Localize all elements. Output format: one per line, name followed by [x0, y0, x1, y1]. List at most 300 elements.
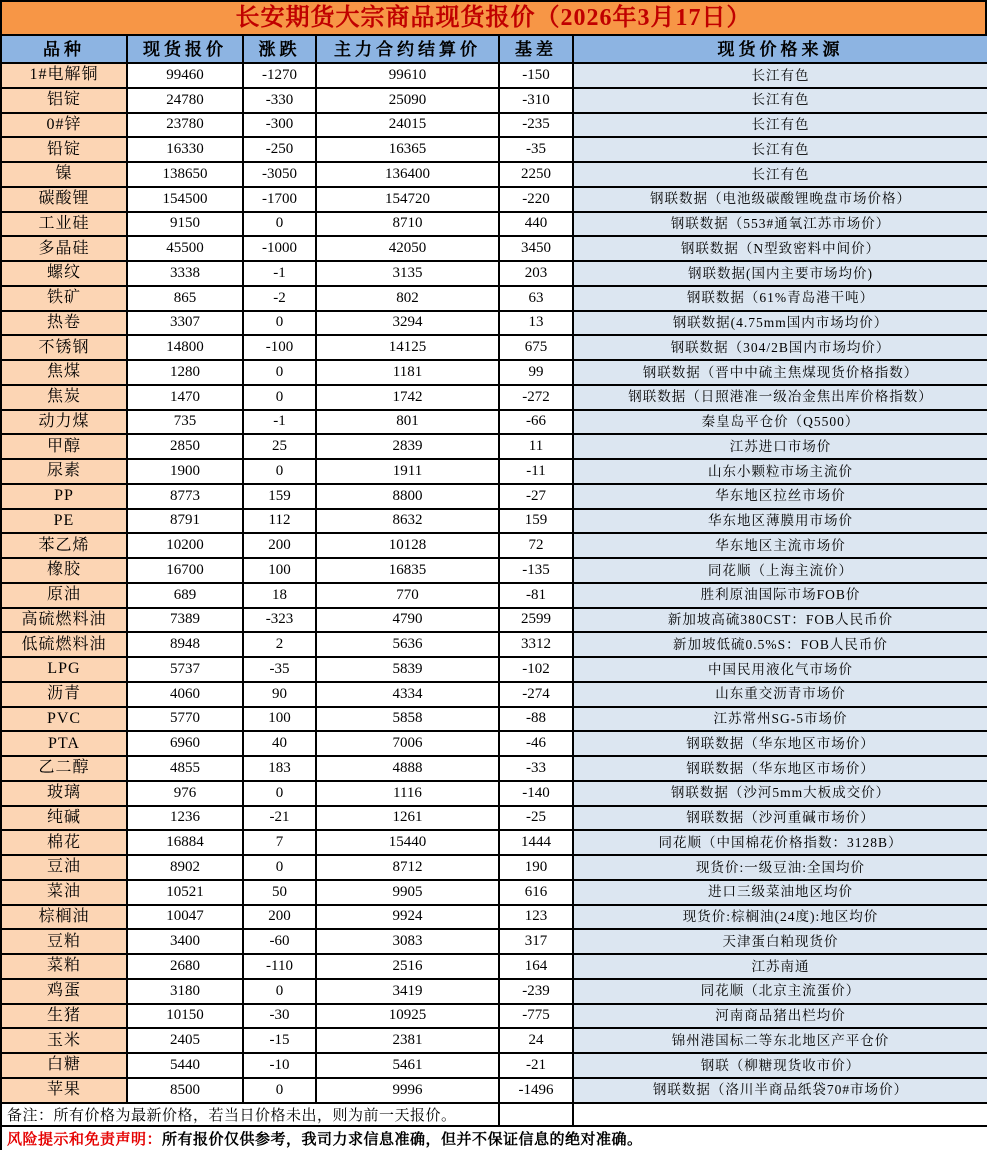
remark-row: [1, 1103, 987, 1126]
price-table-body: [1, 63, 987, 1103]
table-row: [1, 1078, 987, 1103]
cell-variety: 1#电解铜: [1, 63, 127, 88]
cell-change: 2: [243, 632, 316, 657]
column-header-change: 涨跌: [243, 35, 316, 63]
cell-spot-price-source: 长江有色: [573, 137, 987, 162]
cell-basis: -102: [499, 657, 573, 682]
cell-basis: 13: [499, 311, 573, 336]
cell-spot-price: 689: [127, 583, 243, 608]
cell-variety: 橡胶: [1, 558, 127, 583]
cell-variety: 尿素: [1, 459, 127, 484]
cell-main-contract-settlement: 9996: [316, 1078, 499, 1103]
cell-spot-price: 10200: [127, 533, 243, 558]
cell-main-contract-settlement: 5461: [316, 1053, 499, 1078]
table-row: [1, 410, 987, 435]
table-row: [1, 830, 987, 855]
cell-main-contract-settlement: 10925: [316, 1004, 499, 1029]
cell-variety: 原油: [1, 583, 127, 608]
cell-spot-price-source: 钢联数据（洛川半商品纸袋70#市场价）: [573, 1078, 987, 1103]
cell-spot-price-source: 河南商品猪出栏均价: [573, 1004, 987, 1029]
cell-spot-price-source: 钢联数据（沙河重碱市场价）: [573, 806, 987, 831]
cell-change: 0: [243, 459, 316, 484]
cell-basis: -11: [499, 459, 573, 484]
remark-text: 备注：所有价格为最新价格，若当日价格未出，则为前一天报价。: [7, 1107, 457, 1124]
cell-spot-price: 16330: [127, 137, 243, 162]
cell-spot-price: 154500: [127, 187, 243, 212]
cell-spot-price: 138650: [127, 162, 243, 187]
cell-variety: 焦炭: [1, 385, 127, 410]
cell-variety: PTA: [1, 731, 127, 756]
cell-basis: 123: [499, 905, 573, 930]
cell-variety: 铅锭: [1, 137, 127, 162]
cell-main-contract-settlement: 4334: [316, 682, 499, 707]
cell-change: 112: [243, 509, 316, 534]
table-row: [1, 979, 987, 1004]
cell-variety: 豆粕: [1, 929, 127, 954]
cell-change: -35: [243, 657, 316, 682]
cell-basis: -220: [499, 187, 573, 212]
cell-spot-price-source: 江苏常州SG-5市场价: [573, 707, 987, 732]
cell-change: -10: [243, 1053, 316, 1078]
cell-main-contract-settlement: 1742: [316, 385, 499, 410]
cell-variety: 低硫燃料油: [1, 632, 127, 657]
cell-spot-price: 9150: [127, 212, 243, 237]
cell-variety: 铁矿: [1, 286, 127, 311]
cell-variety: PVC: [1, 707, 127, 732]
cell-spot-price-source: 长江有色: [573, 63, 987, 88]
cell-change: -15: [243, 1028, 316, 1053]
cell-change: 100: [243, 558, 316, 583]
cell-spot-price-source: 华东地区主流市场价: [573, 533, 987, 558]
cell-spot-price: 23780: [127, 113, 243, 138]
cell-change: -30: [243, 1004, 316, 1029]
cell-change: 0: [243, 385, 316, 410]
cell-spot-price-source: 钢联数据(国内主要市场均价): [573, 261, 987, 286]
cell-spot-price-source: 现货价:一级豆油:全国均价: [573, 855, 987, 880]
cell-variety: 菜粕: [1, 954, 127, 979]
cell-main-contract-settlement: 3083: [316, 929, 499, 954]
column-header-spot-price: 现货报价: [127, 35, 243, 63]
cell-change: 159: [243, 484, 316, 509]
cell-variety: 生猪: [1, 1004, 127, 1029]
cell-main-contract-settlement: 14125: [316, 335, 499, 360]
cell-basis: -46: [499, 731, 573, 756]
cell-basis: 159: [499, 509, 573, 534]
cell-spot-price-source: 同花顺（中国棉花价格指数：3128B）: [573, 830, 987, 855]
cell-basis: -81: [499, 583, 573, 608]
cell-main-contract-settlement: 9924: [316, 905, 499, 930]
table-row: [1, 781, 987, 806]
cell-variety: PP: [1, 484, 127, 509]
cell-basis: -25: [499, 806, 573, 831]
cell-main-contract-settlement: 3294: [316, 311, 499, 336]
remark-empty-cell-source: [573, 1103, 987, 1126]
cell-basis: -239: [499, 979, 573, 1004]
cell-change: -323: [243, 608, 316, 633]
cell-change: 90: [243, 682, 316, 707]
cell-variety: 玉米: [1, 1028, 127, 1053]
cell-variety: 玻璃: [1, 781, 127, 806]
cell-main-contract-settlement: 2516: [316, 954, 499, 979]
table-row: [1, 88, 987, 113]
cell-change: -300: [243, 113, 316, 138]
cell-main-contract-settlement: 8710: [316, 212, 499, 237]
cell-main-contract-settlement: 8712: [316, 855, 499, 880]
cell-spot-price-source: 钢联数据（553#通氧江苏市场价）: [573, 212, 987, 237]
cell-spot-price: 3338: [127, 261, 243, 286]
cell-change: -2: [243, 286, 316, 311]
cell-spot-price-source: 钢联数据（华东地区市场价）: [573, 731, 987, 756]
cell-spot-price: 8773: [127, 484, 243, 509]
cell-spot-price: 3180: [127, 979, 243, 1004]
cell-basis: -140: [499, 781, 573, 806]
cell-variety: 纯碱: [1, 806, 127, 831]
cell-spot-price-source: 新加坡高硫380CST：FOB人民币价: [573, 608, 987, 633]
cell-spot-price-source: 江苏进口市场价: [573, 434, 987, 459]
cell-main-contract-settlement: 136400: [316, 162, 499, 187]
cell-change: -1: [243, 410, 316, 435]
disclaimer-row: [1, 1126, 987, 1150]
cell-change: -330: [243, 88, 316, 113]
table-row: [1, 731, 987, 756]
cell-change: -100: [243, 335, 316, 360]
cell-basis: 24: [499, 1028, 573, 1053]
cell-change: -1000: [243, 236, 316, 261]
cell-spot-price-source: 钢联数据（沙河5mm大板成交价）: [573, 781, 987, 806]
cell-change: 18: [243, 583, 316, 608]
cell-main-contract-settlement: 10128: [316, 533, 499, 558]
table-row: [1, 682, 987, 707]
cell-change: 0: [243, 979, 316, 1004]
cell-variety: 不锈钢: [1, 335, 127, 360]
table-row: [1, 459, 987, 484]
cell-spot-price: 5770: [127, 707, 243, 732]
cell-basis: -235: [499, 113, 573, 138]
table-row: [1, 187, 987, 212]
cell-variety: 热卷: [1, 311, 127, 336]
cell-main-contract-settlement: 7006: [316, 731, 499, 756]
cell-basis: 675: [499, 335, 573, 360]
cell-basis: -775: [499, 1004, 573, 1029]
table-row: [1, 608, 987, 633]
table-row: [1, 905, 987, 930]
cell-spot-price-source: 钢联数据（晋中中硫主焦煤现货价格指数）: [573, 360, 987, 385]
table-row: [1, 1004, 987, 1029]
cell-basis: -1496: [499, 1078, 573, 1103]
table-row: [1, 756, 987, 781]
cell-spot-price-source: 山东小颗粒市场主流价: [573, 459, 987, 484]
cell-change: 7: [243, 830, 316, 855]
cell-spot-price-source: 钢联数据（华东地区市场价）: [573, 756, 987, 781]
cell-change: -60: [243, 929, 316, 954]
cell-main-contract-settlement: 770: [316, 583, 499, 608]
cell-basis: 2250: [499, 162, 573, 187]
cell-basis: -310: [499, 88, 573, 113]
cell-change: 40: [243, 731, 316, 756]
cell-change: -21: [243, 806, 316, 831]
cell-spot-price-source: 钢联数据（N型致密料中间价）: [573, 236, 987, 261]
cell-spot-price-source: 钢联数据(4.75mm国内市场均价）: [573, 311, 987, 336]
cell-spot-price: 10521: [127, 880, 243, 905]
cell-main-contract-settlement: 99610: [316, 63, 499, 88]
cell-basis: -33: [499, 756, 573, 781]
cell-change: 50: [243, 880, 316, 905]
cell-spot-price-source: 钢联数据（日照港准一级冶金焦出库价格指数）: [573, 385, 987, 410]
cell-basis: 203: [499, 261, 573, 286]
cell-variety: 白糖: [1, 1053, 127, 1078]
cell-variety: 豆油: [1, 855, 127, 880]
cell-basis: 11: [499, 434, 573, 459]
cell-change: 200: [243, 905, 316, 930]
cell-change: 100: [243, 707, 316, 732]
cell-spot-price-source: 天津蛋白粕现货价: [573, 929, 987, 954]
cell-spot-price-source: 华东地区薄膜用市场价: [573, 509, 987, 534]
cell-variety: 鸡蛋: [1, 979, 127, 1004]
cell-variety: 镍: [1, 162, 127, 187]
table-row: [1, 806, 987, 831]
cell-basis: -66: [499, 410, 573, 435]
cell-spot-price: 2680: [127, 954, 243, 979]
disclaimer-cell: [1, 1126, 987, 1150]
cell-main-contract-settlement: 1261: [316, 806, 499, 831]
cell-main-contract-settlement: 4790: [316, 608, 499, 633]
cell-variety: 0#锌: [1, 113, 127, 138]
disclaimer-text: 所有报价仅供参考，我司力求信息准确，但并不保证信息的绝对准确。: [162, 1131, 643, 1148]
cell-change: 0: [243, 1078, 316, 1103]
cell-basis: 164: [499, 954, 573, 979]
cell-spot-price-source: 同花顺（北京主流蛋价）: [573, 979, 987, 1004]
table-row: [1, 63, 987, 88]
cell-spot-price-source: 新加坡低硫0.5%S：FOB人民币价: [573, 632, 987, 657]
table-row: [1, 583, 987, 608]
cell-spot-price: 24780: [127, 88, 243, 113]
table-row: [1, 880, 987, 905]
cell-spot-price: 5440: [127, 1053, 243, 1078]
table-row: [1, 360, 987, 385]
cell-variety: PE: [1, 509, 127, 534]
table-row: [1, 385, 987, 410]
cell-main-contract-settlement: 1181: [316, 360, 499, 385]
cell-basis: 2599: [499, 608, 573, 633]
cell-main-contract-settlement: 9905: [316, 880, 499, 905]
cell-main-contract-settlement: 8800: [316, 484, 499, 509]
cell-spot-price: 3307: [127, 311, 243, 336]
cell-spot-price: 10047: [127, 905, 243, 930]
table-header: [1, 35, 987, 63]
cell-change: 25: [243, 434, 316, 459]
cell-spot-price-source: 长江有色: [573, 88, 987, 113]
cell-spot-price: 8948: [127, 632, 243, 657]
cell-spot-price-source: 钢联（柳糖现货收市价）: [573, 1053, 987, 1078]
cell-spot-price-source: 山东重交沥青市场价: [573, 682, 987, 707]
cell-spot-price-source: 长江有色: [573, 162, 987, 187]
cell-variety: 焦煤: [1, 360, 127, 385]
cell-variety: 乙二醇: [1, 756, 127, 781]
cell-spot-price: 2405: [127, 1028, 243, 1053]
header-row: [1, 35, 987, 63]
cell-change: -1: [243, 261, 316, 286]
cell-main-contract-settlement: 5839: [316, 657, 499, 682]
cell-change: 200: [243, 533, 316, 558]
cell-main-contract-settlement: 3135: [316, 261, 499, 286]
cell-main-contract-settlement: 2381: [316, 1028, 499, 1053]
cell-basis: 63: [499, 286, 573, 311]
cell-spot-price: 1280: [127, 360, 243, 385]
table-footer: [1, 1103, 987, 1150]
cell-spot-price: 1900: [127, 459, 243, 484]
table-row: [1, 1028, 987, 1053]
cell-basis: -150: [499, 63, 573, 88]
cell-basis: 3450: [499, 236, 573, 261]
table-row: [1, 311, 987, 336]
cell-main-contract-settlement: 5858: [316, 707, 499, 732]
cell-spot-price-source: 华东地区拉丝市场价: [573, 484, 987, 509]
cell-basis: 99: [499, 360, 573, 385]
table-row: [1, 484, 987, 509]
cell-variety: 螺纹: [1, 261, 127, 286]
cell-spot-price: 8500: [127, 1078, 243, 1103]
cell-spot-price: 7389: [127, 608, 243, 633]
cell-basis: 190: [499, 855, 573, 880]
cell-main-contract-settlement: 1116: [316, 781, 499, 806]
cell-spot-price-source: 钢联数据（电池级碳酸锂晚盘市场价格）: [573, 187, 987, 212]
cell-spot-price: 14800: [127, 335, 243, 360]
table-row: [1, 286, 987, 311]
column-header-basis: 基差: [499, 35, 573, 63]
table-row: [1, 434, 987, 459]
table-row: [1, 261, 987, 286]
table-row: [1, 558, 987, 583]
cell-variety: 铝锭: [1, 88, 127, 113]
cell-basis: 616: [499, 880, 573, 905]
cell-main-contract-settlement: 3419: [316, 979, 499, 1004]
cell-basis: 1444: [499, 830, 573, 855]
cell-spot-price-source: 中国民用液化气市场价: [573, 657, 987, 682]
cell-basis: -274: [499, 682, 573, 707]
cell-spot-price: 5737: [127, 657, 243, 682]
commodity-price-table: [0, 34, 987, 1150]
table-row: [1, 212, 987, 237]
cell-variety: 碳酸锂: [1, 187, 127, 212]
cell-spot-price: 16884: [127, 830, 243, 855]
cell-variety: 高硫燃料油: [1, 608, 127, 633]
cell-spot-price: 45500: [127, 236, 243, 261]
cell-spot-price-source: 锦州港国标二等东北地区产平仓价: [573, 1028, 987, 1053]
cell-spot-price: 2850: [127, 434, 243, 459]
cell-basis: -21: [499, 1053, 573, 1078]
table-row: [1, 113, 987, 138]
disclaimer-label: 风险提示和免责声明：: [7, 1131, 163, 1148]
cell-variety: 动力煤: [1, 410, 127, 435]
cell-basis: 72: [499, 533, 573, 558]
column-header-spot-price-source: 现货价格来源: [573, 35, 987, 63]
cell-main-contract-settlement: 801: [316, 410, 499, 435]
cell-basis: -27: [499, 484, 573, 509]
cell-spot-price: 865: [127, 286, 243, 311]
cell-spot-price: 4060: [127, 682, 243, 707]
cell-variety: 苹果: [1, 1078, 127, 1103]
cell-basis: 317: [499, 929, 573, 954]
cell-main-contract-settlement: 154720: [316, 187, 499, 212]
cell-main-contract-settlement: 4888: [316, 756, 499, 781]
cell-main-contract-settlement: 8632: [316, 509, 499, 534]
cell-change: 0: [243, 855, 316, 880]
table-row: [1, 533, 987, 558]
cell-change: 0: [243, 311, 316, 336]
cell-spot-price-source: 江苏南通: [573, 954, 987, 979]
cell-spot-price: 976: [127, 781, 243, 806]
cell-spot-price: 1236: [127, 806, 243, 831]
cell-spot-price-source: 钢联数据（61%青岛港干吨）: [573, 286, 987, 311]
cell-main-contract-settlement: 16835: [316, 558, 499, 583]
cell-change: -250: [243, 137, 316, 162]
cell-spot-price: 16700: [127, 558, 243, 583]
table-row: [1, 855, 987, 880]
cell-main-contract-settlement: 16365: [316, 137, 499, 162]
cell-variety: 棉花: [1, 830, 127, 855]
cell-spot-price-source: 胜利原油国际市场FOB价: [573, 583, 987, 608]
cell-main-contract-settlement: 2839: [316, 434, 499, 459]
cell-variety: 苯乙烯: [1, 533, 127, 558]
cell-main-contract-settlement: 42050: [316, 236, 499, 261]
remark-empty-cell-basis: [499, 1103, 573, 1126]
cell-variety: 工业硅: [1, 212, 127, 237]
cell-spot-price: 8791: [127, 509, 243, 534]
cell-change: -3050: [243, 162, 316, 187]
table-row: [1, 1053, 987, 1078]
cell-main-contract-settlement: 15440: [316, 830, 499, 855]
cell-main-contract-settlement: 25090: [316, 88, 499, 113]
cell-change: 0: [243, 360, 316, 385]
cell-basis: 440: [499, 212, 573, 237]
cell-spot-price: 3400: [127, 929, 243, 954]
cell-variety: 甲醇: [1, 434, 127, 459]
cell-main-contract-settlement: 1911: [316, 459, 499, 484]
cell-change: -110: [243, 954, 316, 979]
cell-change: 0: [243, 781, 316, 806]
cell-spot-price: 4855: [127, 756, 243, 781]
cell-basis: -135: [499, 558, 573, 583]
table-row: [1, 335, 987, 360]
table-row: [1, 236, 987, 261]
cell-spot-price-source: 长江有色: [573, 113, 987, 138]
cell-change: -1270: [243, 63, 316, 88]
table-row: [1, 632, 987, 657]
table-row: [1, 954, 987, 979]
cell-basis: 3312: [499, 632, 573, 657]
remark-cell: [1, 1103, 499, 1126]
cell-variety: LPG: [1, 657, 127, 682]
cell-spot-price-source: 钢联数据（304/2B国内市场均价）: [573, 335, 987, 360]
cell-spot-price: 1470: [127, 385, 243, 410]
cell-variety: 菜油: [1, 880, 127, 905]
page-title: 长安期货大宗商品现货报价（2026年3月17日）: [0, 0, 987, 34]
cell-spot-price-source: 同花顺（上海主流价）: [573, 558, 987, 583]
cell-spot-price: 6960: [127, 731, 243, 756]
cell-spot-price-source: 进口三级菜油地区均价: [573, 880, 987, 905]
table-row: [1, 509, 987, 534]
cell-change: 0: [243, 212, 316, 237]
cell-variety: 沥青: [1, 682, 127, 707]
cell-spot-price: 10150: [127, 1004, 243, 1029]
table-row: [1, 137, 987, 162]
cell-basis: -35: [499, 137, 573, 162]
cell-change: -1700: [243, 187, 316, 212]
cell-main-contract-settlement: 5636: [316, 632, 499, 657]
cell-spot-price-source: 秦皇岛平仓价（Q5500）: [573, 410, 987, 435]
cell-basis: -88: [499, 707, 573, 732]
table-row: [1, 657, 987, 682]
